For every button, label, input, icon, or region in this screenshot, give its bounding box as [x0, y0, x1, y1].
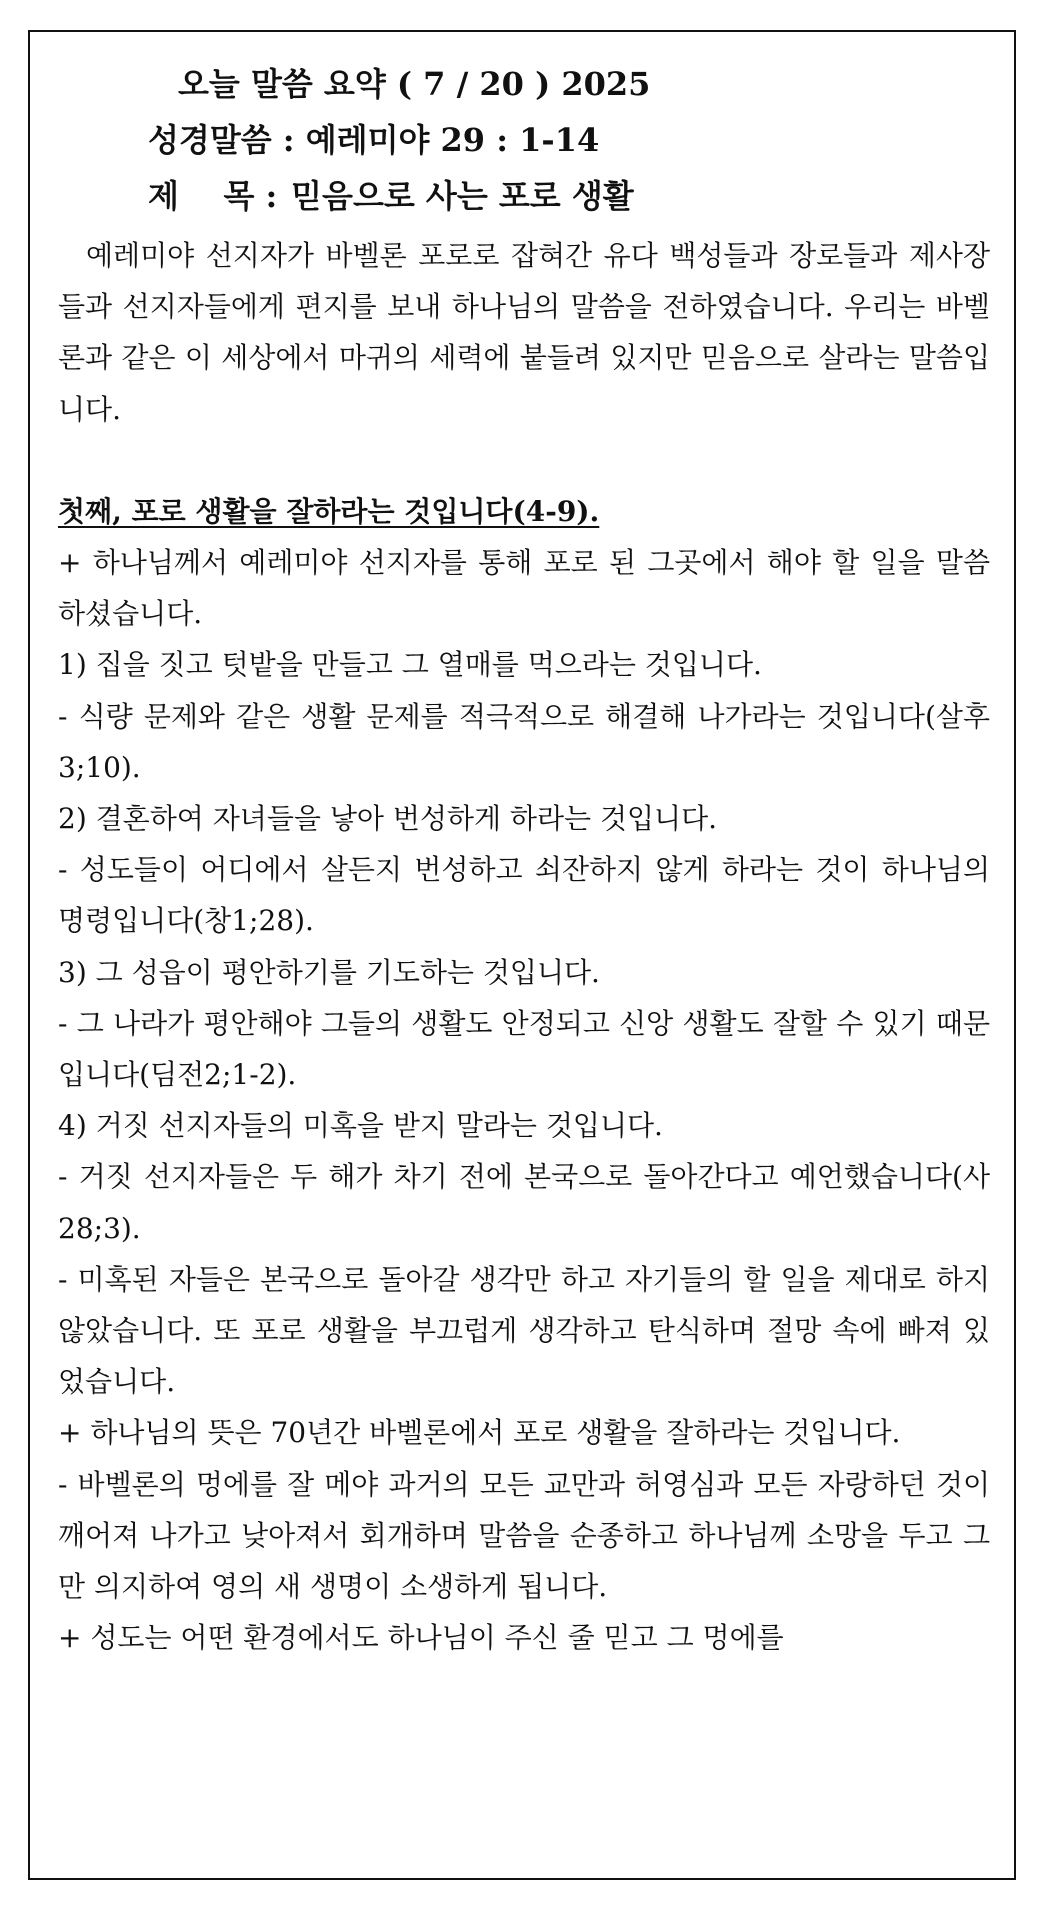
page-title: 오늘 말씀 요약 ( 7 / 20 ) 2025 [178, 65, 651, 103]
section-line: 1) 집을 짓고 텃밭을 만들고 그 열매를 먹으라는 것입니다. [58, 648, 762, 682]
section-heading: 첫째, 포로 생활을 잘하라는 것입니다(4-9). [58, 494, 600, 528]
section-line: - 성도들이 어디에서 살든지 번성하고 쇠잔하지 않게 하라는 것이 하나님의 명령입니다(창1;28). [58, 853, 990, 938]
scripture-line [58, 112, 990, 168]
section-line: + 하나님께서 예레미야 선지자를 통해 포로 된 그곳에서 해야 할 일을 말씀하셨습니다. [58, 546, 990, 631]
scripture-label: 성경말씀 : [148, 121, 295, 159]
section-line: 4) 거짓 선지자들의 미혹을 받지 말라는 것입니다. [58, 1109, 663, 1143]
section-line: - 바벨론의 멍에를 잘 메야 과거의 모든 교만과 허영심과 모든 자랑하던 것이 깨어져 나가고 낮아져서 회개하며 말씀을 순종하고 하나님께 소망을 두고 그만 의지하여 영의 새 생명이 소생하게 됩니다. [58, 1467, 990, 1604]
theme-text: 믿음으로 사는 포로 생활 [291, 177, 634, 215]
section-line: - 미혹된 자들은 본국으로 돌아갈 생각만 하고 자기들의 할 일을 제대로 하지 않았습니다. 또 포로 생활을 부끄럽게 생각하고 탄식하며 절망 속에 빠져 있었습니다. [58, 1262, 990, 1399]
section-line: + 성도는 어떤 환경에서도 하나님이 주신 줄 믿고 그 멍에를 [58, 1621, 784, 1655]
theme-label: 제 목 : [148, 177, 278, 215]
section-line: - 그 나라가 평안해야 그들의 생활도 안정되고 신앙 생활도 잘할 수 있기 때문입니다(딤전2;1-2). [58, 1006, 990, 1092]
intro-paragraph: 예레미야 선지자가 바벨론 포로로 잡혀간 유다 백성들과 장로들과 제사장들과 선지자들에게 편지를 보내 하나님의 말씀을 전하였습니다. 우리는 바벨론과 같은 이 세상에서 마귀의 세력에 붙들려 있지만 믿음으로 살라는 말씀입니다. [58, 239, 990, 426]
section-line: 2) 결혼하여 자녀들을 낳아 번성하게 하라는 것입니다. [58, 802, 718, 836]
section-line: + 하나님의 뜻은 70년간 바벨론에서 포로 생활을 잘하라는 것입니다. [58, 1416, 901, 1450]
section-spacer [58, 435, 990, 486]
scripture-reference: 예레미야 29 : 1-14 [305, 121, 600, 159]
sermon-summary [58, 56, 990, 1663]
section-line: 3) 그 성읍이 평안하기를 기도하는 것입니다. [58, 955, 600, 989]
section-line: - 거짓 선지자들은 두 해가 차기 전에 본국으로 돌아간다고 예언했습니다(사28;3). [58, 1160, 990, 1245]
theme-line [58, 168, 990, 224]
section-line: - 식량 문제와 같은 생활 문제를 적극적으로 해결해 나가라는 것입니다(살후3;10). [58, 699, 990, 784]
document-frame [28, 30, 1016, 1880]
